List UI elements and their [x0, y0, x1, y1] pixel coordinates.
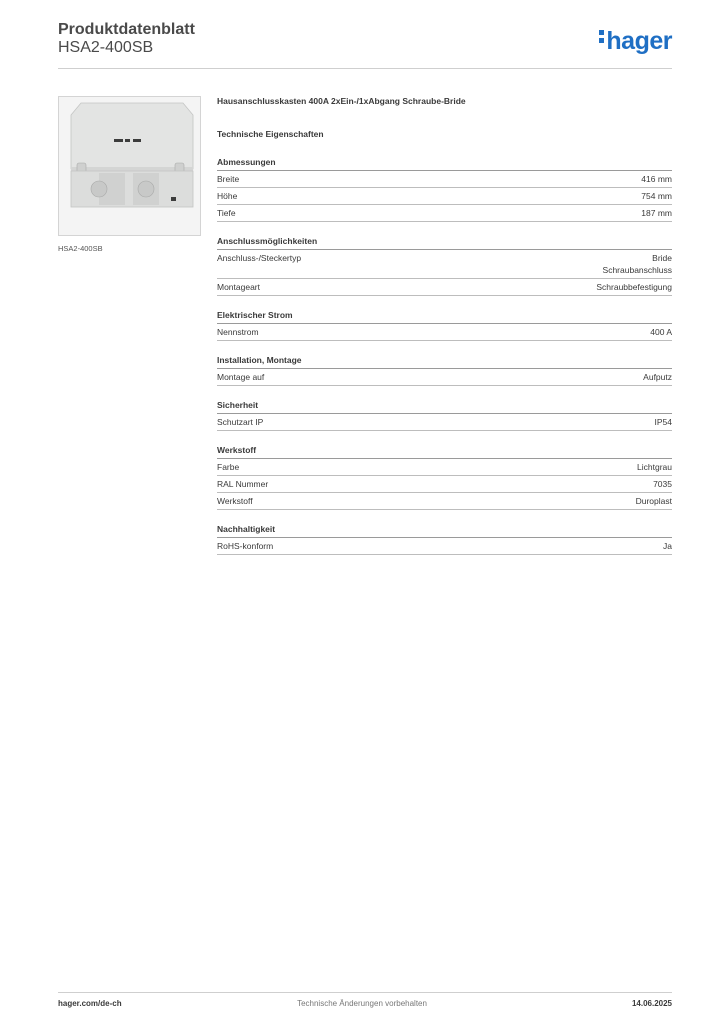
- spec-value-line: Aufputz: [643, 372, 672, 382]
- spec-label: RoHS-konform: [217, 541, 274, 551]
- spec-label: Werkstoff: [217, 496, 253, 506]
- spec-value: [641, 190, 672, 202]
- spec-groups: [217, 157, 672, 555]
- spec-value-line: IP54: [654, 417, 672, 427]
- spec-value-line: Schraubbefestigung: [596, 282, 672, 292]
- spec-group: [217, 355, 672, 386]
- spec-value-line: Ja: [663, 541, 672, 551]
- hager-logo[interactable]: [599, 27, 672, 56]
- spec-value: [596, 281, 672, 293]
- spec-value: [643, 371, 672, 383]
- spec-value: [641, 173, 672, 185]
- spec-row: [217, 188, 672, 205]
- spec-group-title: Anschlussmöglichkeiten: [217, 236, 672, 250]
- spec-row: [217, 279, 672, 296]
- footer-website-link[interactable]: hager.com/de-ch: [58, 999, 122, 1008]
- footer-divider: [58, 992, 672, 993]
- spec-label: Farbe: [217, 462, 240, 472]
- spec-group-title: Sicherheit: [217, 400, 672, 414]
- spec-row: [217, 324, 672, 341]
- product-description: Hausanschlusskasten 400A 2xEin-/1xAbgang Schraube-Bride: [217, 96, 466, 106]
- spec-value: [650, 326, 672, 338]
- product-image: [58, 96, 201, 236]
- logo-text: hager: [606, 27, 672, 55]
- spec-value: [641, 207, 672, 219]
- spec-value-line: 187 mm: [641, 208, 672, 218]
- spec-label: Breite: [217, 174, 240, 184]
- spec-label: Montageart: [217, 282, 260, 292]
- spec-label: Anschluss-/Steckertyp: [217, 253, 302, 263]
- spec-row: [217, 205, 672, 222]
- footer-date: 14.06.2025: [631, 999, 672, 1008]
- spec-value: [637, 461, 672, 473]
- image-caption: HSA2-400SB: [58, 244, 103, 253]
- spec-value-line: 754 mm: [641, 191, 672, 201]
- page-title: Produktdatenblatt: [58, 21, 195, 38]
- spec-content: [217, 96, 672, 569]
- spec-row: [217, 493, 672, 510]
- spec-value: [663, 540, 672, 552]
- logo-colon-icon: [599, 27, 604, 46]
- spec-group-title: Nachhaltigkeit: [217, 524, 672, 538]
- enclosure-illustration: [59, 97, 200, 235]
- spec-label: Schutzart IP: [217, 417, 264, 427]
- spec-row: [217, 538, 672, 555]
- spec-group-title: Abmessungen: [217, 157, 672, 171]
- spec-value-line: 7035: [653, 479, 672, 489]
- spec-value-line: Schraubanschluss: [602, 265, 672, 275]
- spec-label: Montage auf: [217, 372, 265, 382]
- spec-value-line: Lichtgrau: [637, 462, 672, 472]
- spec-group-title: Installation, Montage: [217, 355, 672, 369]
- section-heading: Technische Eigenschaften: [217, 129, 324, 139]
- spec-value: [653, 478, 672, 490]
- spec-value-line: 400 A: [650, 327, 672, 337]
- spec-group: [217, 236, 672, 296]
- spec-label: RAL Nummer: [217, 479, 269, 489]
- footer-disclaimer: Technische Änderungen vorbehalten: [297, 999, 427, 1008]
- spec-group: [217, 157, 672, 222]
- spec-group: [217, 310, 672, 341]
- spec-group-title: Werkstoff: [217, 445, 672, 459]
- spec-value-line: Duroplast: [635, 496, 672, 506]
- spec-label: Tiefe: [217, 208, 236, 218]
- spec-row: [217, 171, 672, 188]
- spec-row: [217, 459, 672, 476]
- spec-value: [636, 495, 672, 507]
- spec-group: [217, 524, 672, 555]
- spec-label: Höhe: [217, 191, 238, 201]
- spec-row: [217, 414, 672, 431]
- spec-group-title: Elektrischer Strom: [217, 310, 672, 324]
- spec-value-line: Bride: [652, 253, 672, 263]
- spec-label: Nennstrom: [217, 327, 259, 337]
- spec-value-line: 416 mm: [641, 174, 672, 184]
- spec-value: [603, 252, 672, 276]
- header-divider: [58, 68, 672, 69]
- spec-row: [217, 476, 672, 493]
- spec-value: [655, 416, 673, 428]
- spec-row: [217, 369, 672, 386]
- spec-group: [217, 400, 672, 431]
- product-code-title: HSA2-400SB: [58, 39, 154, 56]
- spec-group: [217, 445, 672, 510]
- spec-row: [217, 250, 672, 279]
